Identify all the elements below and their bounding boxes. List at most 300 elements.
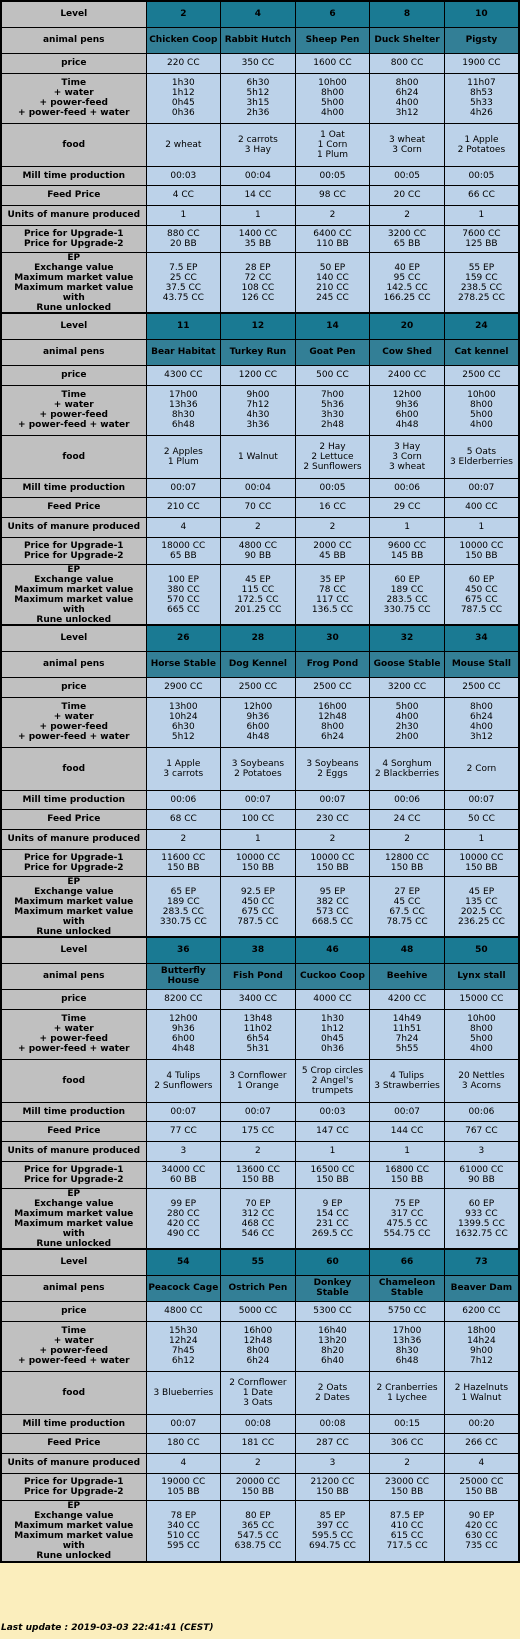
row-mill-time bbox=[1, 1102, 519, 1121]
last-update: Last update : 2019-03-03 22:41:41 (CEST) bbox=[1, 1623, 214, 1633]
value-cell: 306 CC bbox=[370, 1433, 445, 1453]
row-label: Price for Upgrade-1 Price for Upgrade-2 bbox=[1, 225, 146, 252]
value-cell: 20 Nettles 3 Acorns bbox=[444, 1059, 519, 1102]
row-mill-time bbox=[1, 166, 519, 185]
pen-name-cell: Rabbit Hutch bbox=[221, 27, 296, 53]
value-cell: 220 CC bbox=[146, 53, 221, 73]
pen-name-cell: Beaver Dam bbox=[444, 1275, 519, 1301]
value-cell: 5 Crop circles 2 Angel's trumpets bbox=[295, 1059, 370, 1102]
row-manure bbox=[1, 829, 519, 849]
level-cell: 54 bbox=[146, 1249, 221, 1275]
value-cell: 12h00 9h36 6h00 4h48 bbox=[370, 385, 445, 435]
value-cell: 2 bbox=[370, 205, 445, 225]
row-upgrade-price bbox=[1, 1161, 519, 1188]
pen-name-cell: Chameleon Stable bbox=[370, 1275, 445, 1301]
level-cell: 34 bbox=[444, 625, 519, 651]
value-cell: 144 CC bbox=[370, 1121, 445, 1141]
value-cell: 00:05 bbox=[444, 166, 519, 185]
row-ep-values bbox=[1, 876, 519, 938]
row-level bbox=[1, 313, 519, 339]
row-label: Price for Upgrade-1 Price for Upgrade-2 bbox=[1, 537, 146, 564]
value-cell: 10000 CC 150 BB bbox=[444, 849, 519, 876]
level-cell: 2 bbox=[146, 1, 221, 27]
value-cell: 2 carrots 3 Hay bbox=[221, 123, 296, 166]
value-cell: 00:06 bbox=[444, 1102, 519, 1121]
value-cell: 210 CC bbox=[146, 497, 221, 517]
row-manure bbox=[1, 205, 519, 225]
level-cell: 50 bbox=[444, 937, 519, 963]
row-label: Units of manure produced bbox=[1, 517, 146, 537]
value-cell: 2 bbox=[221, 1141, 296, 1161]
value-cell: 8200 CC bbox=[146, 989, 221, 1009]
value-cell: 27 EP 45 CC 67.5 CC 78.75 CC bbox=[370, 876, 445, 938]
row-level bbox=[1, 1, 519, 27]
value-cell: 400 CC bbox=[444, 497, 519, 517]
value-cell: 98 CC bbox=[295, 185, 370, 205]
row-manure bbox=[1, 517, 519, 537]
value-cell: 7.5 EP 25 CC 37.5 CC 43.75 CC bbox=[146, 252, 221, 314]
value-cell: 4 Sorghum 2 Blackberries bbox=[370, 747, 445, 790]
value-cell: 35 EP 78 CC 117 CC 136.5 CC bbox=[295, 564, 370, 626]
row-label: animal pens bbox=[1, 339, 146, 365]
pen-name-cell: Beehive bbox=[370, 963, 445, 989]
value-cell: 1 bbox=[221, 205, 296, 225]
value-cell: 3 wheat 3 Corn bbox=[370, 123, 445, 166]
value-cell: 1 bbox=[146, 205, 221, 225]
value-cell: 16h00 12h48 8h00 6h24 bbox=[295, 697, 370, 747]
row-upgrade-price bbox=[1, 537, 519, 564]
value-cell: 00:07 bbox=[221, 790, 296, 809]
row-label: Feed Price bbox=[1, 497, 146, 517]
value-cell: 40 EP 95 CC 142.5 CC 166.25 CC bbox=[370, 252, 445, 314]
level-cell: 36 bbox=[146, 937, 221, 963]
row-manure bbox=[1, 1453, 519, 1473]
level-cell: 60 bbox=[295, 1249, 370, 1275]
value-cell: 5750 CC bbox=[370, 1301, 445, 1321]
value-cell: 70 EP 312 CC 468 CC 546 CC bbox=[221, 1188, 296, 1250]
value-cell: 66 CC bbox=[444, 185, 519, 205]
row-label: Price for Upgrade-1 Price for Upgrade-2 bbox=[1, 1161, 146, 1188]
value-cell: 20 CC bbox=[370, 185, 445, 205]
pens-table-block bbox=[0, 1248, 520, 1561]
level-cell: 46 bbox=[295, 937, 370, 963]
row-mill-time bbox=[1, 1414, 519, 1433]
value-cell: 6h30 5h12 3h15 2h36 bbox=[221, 73, 296, 123]
value-cell: 80 EP 365 CC 547.5 CC 638.75 CC bbox=[221, 1500, 296, 1562]
value-cell: 1 bbox=[221, 829, 296, 849]
row-label: Level bbox=[1, 625, 146, 651]
row-animal-pens bbox=[1, 339, 519, 365]
pen-name-cell: Mouse Stall bbox=[444, 651, 519, 677]
value-cell: 2500 CC bbox=[295, 677, 370, 697]
level-cell: 30 bbox=[295, 625, 370, 651]
value-cell: 2 Cornflower 1 Date 3 Oats bbox=[221, 1371, 296, 1414]
value-cell: 2 Oats 2 Dates bbox=[295, 1371, 370, 1414]
row-label: Mill time production bbox=[1, 478, 146, 497]
value-cell: 00:15 bbox=[370, 1414, 445, 1433]
value-cell: 50 CC bbox=[444, 809, 519, 829]
value-cell: 4 CC bbox=[146, 185, 221, 205]
value-cell: 13h00 10h24 6h30 5h12 bbox=[146, 697, 221, 747]
value-cell: 10000 CC 150 BB bbox=[221, 849, 296, 876]
value-cell: 00:05 bbox=[295, 166, 370, 185]
value-cell: 3 bbox=[146, 1141, 221, 1161]
value-cell: 5h00 4h00 2h30 2h00 bbox=[370, 697, 445, 747]
row-label: Time + water + power-feed + power-feed + water bbox=[1, 1009, 146, 1059]
value-cell: 10h00 8h00 5h00 4h00 bbox=[444, 385, 519, 435]
value-cell: 00:06 bbox=[146, 790, 221, 809]
value-cell: 9 EP 154 CC 231 CC 269.5 CC bbox=[295, 1188, 370, 1250]
row-label: Feed Price bbox=[1, 1433, 146, 1453]
value-cell: 00:06 bbox=[370, 478, 445, 497]
value-cell: 2500 CC bbox=[444, 365, 519, 385]
value-cell: 00:20 bbox=[444, 1414, 519, 1433]
row-price bbox=[1, 53, 519, 73]
row-label: Feed Price bbox=[1, 1121, 146, 1141]
value-cell: 1h30 1h12 0h45 0h36 bbox=[295, 1009, 370, 1059]
pen-name-cell: Duck Shelter bbox=[370, 27, 445, 53]
pen-name-cell: Goose Stable bbox=[370, 651, 445, 677]
pen-name-cell: Bear Habitat bbox=[146, 339, 221, 365]
level-cell: 10 bbox=[444, 1, 519, 27]
level-cell: 32 bbox=[370, 625, 445, 651]
level-cell: 55 bbox=[221, 1249, 296, 1275]
value-cell: 85 EP 397 CC 595.5 CC 694.75 CC bbox=[295, 1500, 370, 1562]
row-animal-pens bbox=[1, 1275, 519, 1301]
level-cell: 48 bbox=[370, 937, 445, 963]
value-cell: 1400 CC 35 BB bbox=[221, 225, 296, 252]
value-cell: 87.5 EP 410 CC 615 CC 717.5 CC bbox=[370, 1500, 445, 1562]
value-cell: 5 Oats 3 Elderberries bbox=[444, 435, 519, 478]
row-label: Feed Price bbox=[1, 809, 146, 829]
row-feed-price bbox=[1, 1433, 519, 1453]
row-mill-time bbox=[1, 790, 519, 809]
row-label: Time + water + power-feed + power-feed + water bbox=[1, 73, 146, 123]
value-cell: 1 bbox=[370, 517, 445, 537]
value-cell: 4200 CC bbox=[370, 989, 445, 1009]
value-cell: 3 Cornflower 1 Orange bbox=[221, 1059, 296, 1102]
row-label: Mill time production bbox=[1, 1414, 146, 1433]
row-food bbox=[1, 1371, 519, 1414]
row-label: Units of manure produced bbox=[1, 829, 146, 849]
row-label: animal pens bbox=[1, 963, 146, 989]
row-label: Mill time production bbox=[1, 1102, 146, 1121]
value-cell: 500 CC bbox=[295, 365, 370, 385]
row-label: EP Exchange value Maximum market value Maximum market value with Rune unlocked bbox=[1, 564, 146, 626]
value-cell: 147 CC bbox=[295, 1121, 370, 1141]
row-label: EP Exchange value Maximum market value Maximum market value with Rune unlocked bbox=[1, 1500, 146, 1562]
row-label: Price for Upgrade-1 Price for Upgrade-2 bbox=[1, 1473, 146, 1500]
value-cell: 10h00 8h00 5h00 4h00 bbox=[295, 73, 370, 123]
value-cell: 90 EP 420 CC 630 CC 735 CC bbox=[444, 1500, 519, 1562]
row-feed-price bbox=[1, 497, 519, 517]
value-cell: 00:08 bbox=[295, 1414, 370, 1433]
value-cell: 00:07 bbox=[444, 478, 519, 497]
value-cell: 00:07 bbox=[444, 790, 519, 809]
row-ep-values bbox=[1, 1188, 519, 1250]
value-cell: 5000 CC bbox=[221, 1301, 296, 1321]
value-cell: 00:03 bbox=[295, 1102, 370, 1121]
value-cell: 14 CC bbox=[221, 185, 296, 205]
value-cell: 11h07 8h53 5h33 4h26 bbox=[444, 73, 519, 123]
value-cell: 11600 CC 150 BB bbox=[146, 849, 221, 876]
row-mill-time bbox=[1, 478, 519, 497]
value-cell: 3 Hay 3 Corn 3 wheat bbox=[370, 435, 445, 478]
value-cell: 21200 CC 150 BB bbox=[295, 1473, 370, 1500]
value-cell: 350 CC bbox=[221, 53, 296, 73]
value-cell: 4 bbox=[444, 1453, 519, 1473]
row-price bbox=[1, 1301, 519, 1321]
row-level bbox=[1, 937, 519, 963]
value-cell: 65 EP 189 CC 283.5 CC 330.75 CC bbox=[146, 876, 221, 938]
value-cell: 7600 CC 125 BB bbox=[444, 225, 519, 252]
row-label: Mill time production bbox=[1, 166, 146, 185]
row-time bbox=[1, 385, 519, 435]
level-cell: 73 bbox=[444, 1249, 519, 1275]
value-cell: 29 CC bbox=[370, 497, 445, 517]
level-cell: 4 bbox=[221, 1, 296, 27]
value-cell: 4 Tulips 3 Strawberries bbox=[370, 1059, 445, 1102]
value-cell: 8h00 6h24 4h00 3h12 bbox=[444, 697, 519, 747]
row-feed-price bbox=[1, 1121, 519, 1141]
value-cell: 4000 CC bbox=[295, 989, 370, 1009]
value-cell: 3400 CC bbox=[221, 989, 296, 1009]
value-cell: 60 EP 450 CC 675 CC 787.5 CC bbox=[444, 564, 519, 626]
value-cell: 1 bbox=[295, 1141, 370, 1161]
value-cell: 100 EP 380 CC 570 CC 665 CC bbox=[146, 564, 221, 626]
row-label: Feed Price bbox=[1, 185, 146, 205]
value-cell: 1200 CC bbox=[221, 365, 296, 385]
value-cell: 2 bbox=[370, 1453, 445, 1473]
value-cell: 2 bbox=[221, 517, 296, 537]
row-label: food bbox=[1, 435, 146, 478]
value-cell: 4 Tulips 2 Sunflowers bbox=[146, 1059, 221, 1102]
value-cell: 800 CC bbox=[370, 53, 445, 73]
row-label: EP Exchange value Maximum market value Maximum market value with Rune unlocked bbox=[1, 252, 146, 314]
value-cell: 18000 CC 65 BB bbox=[146, 537, 221, 564]
value-cell: 3 bbox=[444, 1141, 519, 1161]
value-cell: 16 CC bbox=[295, 497, 370, 517]
value-cell: 4800 CC bbox=[146, 1301, 221, 1321]
value-cell: 60 EP 189 CC 283.5 CC 330.75 CC bbox=[370, 564, 445, 626]
value-cell: 2400 CC bbox=[370, 365, 445, 385]
pen-name-cell: Turkey Run bbox=[221, 339, 296, 365]
value-cell: 00:07 bbox=[146, 478, 221, 497]
value-cell: 6200 CC bbox=[444, 1301, 519, 1321]
value-cell: 3200 CC 65 BB bbox=[370, 225, 445, 252]
value-cell: 17h00 13h36 8h30 6h48 bbox=[370, 1321, 445, 1371]
value-cell: 3 bbox=[295, 1453, 370, 1473]
pens-table bbox=[0, 624, 520, 939]
value-cell: 1900 CC bbox=[444, 53, 519, 73]
row-price bbox=[1, 677, 519, 697]
level-cell: 20 bbox=[370, 313, 445, 339]
value-cell: 1h30 1h12 0h45 0h36 bbox=[146, 73, 221, 123]
pens-table bbox=[0, 312, 520, 627]
row-upgrade-price bbox=[1, 849, 519, 876]
value-cell: 45 EP 115 CC 172.5 CC 201.25 CC bbox=[221, 564, 296, 626]
value-cell: 00:07 bbox=[295, 790, 370, 809]
row-ep-values bbox=[1, 564, 519, 626]
value-cell: 45 EP 135 CC 202.5 CC 236.25 CC bbox=[444, 876, 519, 938]
pen-name-cell: Donkey Stable bbox=[295, 1275, 370, 1301]
pens-table-block bbox=[0, 0, 520, 313]
value-cell: 2 bbox=[370, 829, 445, 849]
pen-name-cell: Ostrich Pen bbox=[221, 1275, 296, 1301]
value-cell: 16500 CC 150 BB bbox=[295, 1161, 370, 1188]
row-manure bbox=[1, 1141, 519, 1161]
value-cell: 1 Apple 2 Potatoes bbox=[444, 123, 519, 166]
value-cell: 4 bbox=[146, 517, 221, 537]
value-cell: 767 CC bbox=[444, 1121, 519, 1141]
row-label: price bbox=[1, 365, 146, 385]
value-cell: 14h49 11h51 7h24 5h55 bbox=[370, 1009, 445, 1059]
value-cell: 7h00 5h36 3h30 2h48 bbox=[295, 385, 370, 435]
row-upgrade-price bbox=[1, 225, 519, 252]
value-cell: 3200 CC bbox=[370, 677, 445, 697]
row-animal-pens bbox=[1, 651, 519, 677]
row-label: Level bbox=[1, 1249, 146, 1275]
row-price bbox=[1, 989, 519, 1009]
value-cell: 10000 CC 150 BB bbox=[295, 849, 370, 876]
pen-name-cell: Pigsty bbox=[444, 27, 519, 53]
value-cell: 6400 CC 110 BB bbox=[295, 225, 370, 252]
value-cell: 61000 CC 90 BB bbox=[444, 1161, 519, 1188]
pen-name-cell: Frog Pond bbox=[295, 651, 370, 677]
pen-name-cell: Fish Pond bbox=[221, 963, 296, 989]
value-cell: 75 EP 317 CC 475.5 CC 554.75 CC bbox=[370, 1188, 445, 1250]
value-cell: 1 Apple 3 carrots bbox=[146, 747, 221, 790]
value-cell: 180 CC bbox=[146, 1433, 221, 1453]
value-cell: 60 EP 933 CC 1399.5 CC 1632.75 CC bbox=[444, 1188, 519, 1250]
row-label: animal pens bbox=[1, 1275, 146, 1301]
row-food bbox=[1, 1059, 519, 1102]
value-cell: 18h00 14h24 9h00 7h12 bbox=[444, 1321, 519, 1371]
value-cell: 00:05 bbox=[295, 478, 370, 497]
row-label: EP Exchange value Maximum market value Maximum market value with Rune unlocked bbox=[1, 1188, 146, 1250]
value-cell: 175 CC bbox=[221, 1121, 296, 1141]
row-time bbox=[1, 1321, 519, 1371]
value-cell: 1600 CC bbox=[295, 53, 370, 73]
value-cell: 1 Oat 1 Corn 1 Plum bbox=[295, 123, 370, 166]
value-cell: 92.5 EP 450 CC 675 CC 787.5 CC bbox=[221, 876, 296, 938]
value-cell: 15000 CC bbox=[444, 989, 519, 1009]
value-cell: 2 bbox=[146, 829, 221, 849]
value-cell: 50 EP 140 CC 210 CC 245 CC bbox=[295, 252, 370, 314]
row-label: Time + water + power-feed + power-feed + water bbox=[1, 697, 146, 747]
value-cell: 70 CC bbox=[221, 497, 296, 517]
row-food bbox=[1, 747, 519, 790]
value-cell: 00:07 bbox=[221, 1102, 296, 1121]
value-cell: 2 Apples 1 Plum bbox=[146, 435, 221, 478]
row-label: food bbox=[1, 747, 146, 790]
value-cell: 1 bbox=[444, 517, 519, 537]
value-cell: 12h00 9h36 6h00 4h48 bbox=[221, 697, 296, 747]
value-cell: 00:05 bbox=[370, 166, 445, 185]
value-cell: 28 EP 72 CC 108 CC 126 CC bbox=[221, 252, 296, 314]
value-cell: 2900 CC bbox=[146, 677, 221, 697]
row-label: Units of manure produced bbox=[1, 1141, 146, 1161]
row-label: Time + water + power-feed + power-feed + water bbox=[1, 385, 146, 435]
row-ep-values bbox=[1, 1500, 519, 1562]
row-time bbox=[1, 73, 519, 123]
level-cell: 28 bbox=[221, 625, 296, 651]
value-cell: 95 EP 382 CC 573 CC 668.5 CC bbox=[295, 876, 370, 938]
value-cell: 3 Blueberries bbox=[146, 1371, 221, 1414]
value-cell: 5300 CC bbox=[295, 1301, 370, 1321]
value-cell: 2 bbox=[221, 1453, 296, 1473]
row-label: EP Exchange value Maximum market value Maximum market value with Rune unlocked bbox=[1, 876, 146, 938]
level-cell: 12 bbox=[221, 313, 296, 339]
row-label: Level bbox=[1, 313, 146, 339]
value-cell: 77 CC bbox=[146, 1121, 221, 1141]
row-food bbox=[1, 123, 519, 166]
value-cell: 1 bbox=[444, 829, 519, 849]
pen-name-cell: Cuckoo Coop bbox=[295, 963, 370, 989]
row-label: price bbox=[1, 989, 146, 1009]
value-cell: 2000 CC 45 BB bbox=[295, 537, 370, 564]
value-cell: 20000 CC 150 BB bbox=[221, 1473, 296, 1500]
pen-name-cell: Dog Kennel bbox=[221, 651, 296, 677]
value-cell: 13600 CC 150 BB bbox=[221, 1161, 296, 1188]
value-cell: 16800 CC 150 BB bbox=[370, 1161, 445, 1188]
row-time bbox=[1, 697, 519, 747]
value-cell: 16h40 13h20 8h20 6h40 bbox=[295, 1321, 370, 1371]
pen-name-cell: Butterfly House bbox=[146, 963, 221, 989]
value-cell: 19000 CC 105 BB bbox=[146, 1473, 221, 1500]
value-cell: 15h30 12h24 7h45 6h12 bbox=[146, 1321, 221, 1371]
level-cell: 24 bbox=[444, 313, 519, 339]
value-cell: 10h00 8h00 5h00 4h00 bbox=[444, 1009, 519, 1059]
level-cell: 38 bbox=[221, 937, 296, 963]
value-cell: 4800 CC 90 BB bbox=[221, 537, 296, 564]
row-feed-price bbox=[1, 185, 519, 205]
value-cell: 4 bbox=[146, 1453, 221, 1473]
row-label: animal pens bbox=[1, 651, 146, 677]
value-cell: 12800 CC 150 BB bbox=[370, 849, 445, 876]
value-cell: 00:07 bbox=[146, 1102, 221, 1121]
row-label: price bbox=[1, 53, 146, 73]
value-cell: 3 Soybeans 2 Eggs bbox=[295, 747, 370, 790]
value-cell: 23000 CC 150 BB bbox=[370, 1473, 445, 1500]
pen-name-cell: Sheep Pen bbox=[295, 27, 370, 53]
pens-table bbox=[0, 0, 520, 315]
value-cell: 2500 CC bbox=[221, 677, 296, 697]
value-cell: 2 Corn bbox=[444, 747, 519, 790]
row-food bbox=[1, 435, 519, 478]
row-label: Level bbox=[1, 937, 146, 963]
pen-name-cell: Cow Shed bbox=[370, 339, 445, 365]
value-cell: 880 CC 20 BB bbox=[146, 225, 221, 252]
row-level bbox=[1, 625, 519, 651]
value-cell: 9600 CC 145 BB bbox=[370, 537, 445, 564]
row-ep-values bbox=[1, 252, 519, 314]
row-level bbox=[1, 1249, 519, 1275]
row-upgrade-price bbox=[1, 1473, 519, 1500]
level-cell: 8 bbox=[370, 1, 445, 27]
value-cell: 181 CC bbox=[221, 1433, 296, 1453]
value-cell: 8h00 6h24 4h00 3h12 bbox=[370, 73, 445, 123]
value-cell: 2500 CC bbox=[444, 677, 519, 697]
level-cell: 6 bbox=[295, 1, 370, 27]
value-cell: 99 EP 280 CC 420 CC 490 CC bbox=[146, 1188, 221, 1250]
row-label: Price for Upgrade-1 Price for Upgrade-2 bbox=[1, 849, 146, 876]
level-cell: 66 bbox=[370, 1249, 445, 1275]
value-cell: 68 CC bbox=[146, 809, 221, 829]
value-cell: 1 bbox=[444, 205, 519, 225]
pens-table-block bbox=[0, 936, 520, 1249]
pen-name-cell: Horse Stable bbox=[146, 651, 221, 677]
